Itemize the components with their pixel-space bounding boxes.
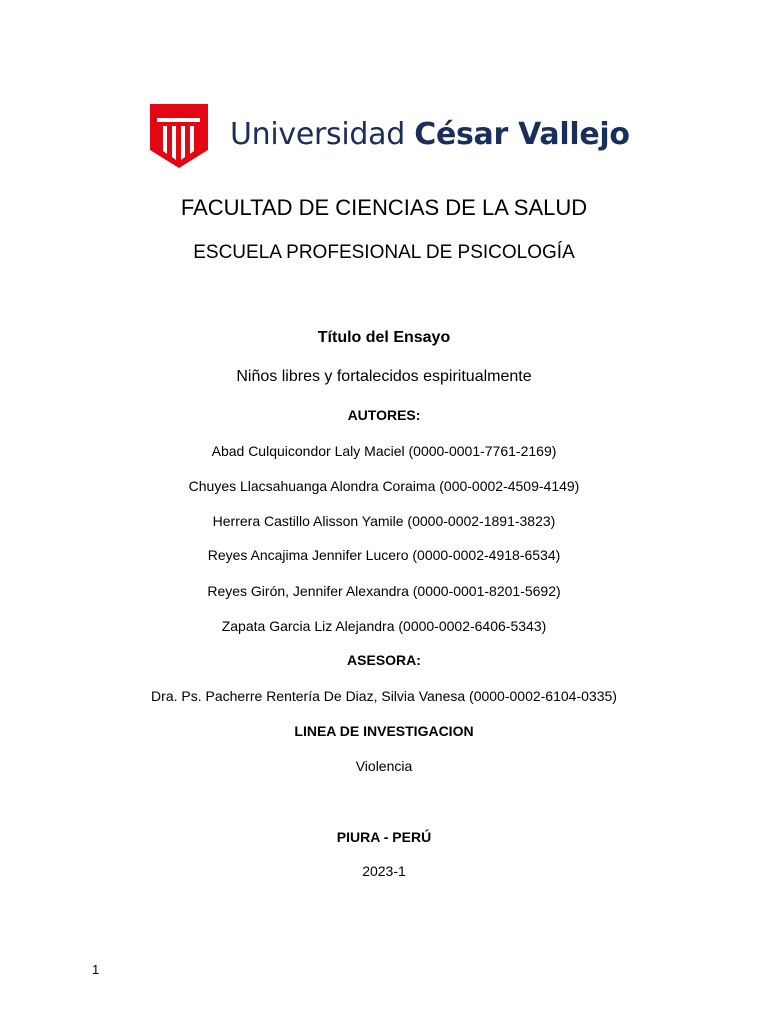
university-shield-icon [150, 104, 208, 168]
author-item: Herrera Castillo Alisson Yamile (0000-0002-1891-3823) [212, 513, 556, 529]
faculty-title: FACULTAD DE CIENCIAS DE LA SALUD [180, 195, 588, 220]
author-item: Chuyes Llacsahuanga Alondra Coraima (000-0002-4509-4149) [188, 478, 580, 494]
author-item: Reyes Girón, Jennifer Alexandra (0000-0001-8201-5692) [207, 583, 561, 599]
essay-title-label: Título del Ensayo [317, 329, 451, 346]
university-name-regular: Universidad [230, 116, 415, 152]
research-line-value: Violencia [355, 758, 413, 774]
year: 2023-1 [362, 863, 406, 879]
essay-title: Niños libres y fortalecidos espiritualmente [236, 368, 532, 385]
author-item: Reyes Ancajima Jennifer Lucero (0000-0002-4918-6534) [207, 547, 561, 563]
advisor-label: ASESORA: [347, 652, 421, 668]
author-item: Abad Culquicondor Laly Maciel (0000-0001-7761-2169) [211, 443, 557, 459]
advisor-name: Dra. Ps. Pacherre Rentería De Diaz, Silvia Vanesa (0000-0002-6104-0335) [151, 688, 617, 704]
university-name [230, 117, 630, 152]
authors-label: AUTORES: [347, 407, 421, 423]
school-title: ESCUELA PROFESIONAL DE PSICOLOGÍA [193, 242, 575, 263]
research-line-label: LINEA DE INVESTIGACION [294, 723, 474, 739]
university-name-bold: César Vallejo [414, 116, 630, 152]
location: PIURA - PERÚ [336, 829, 432, 845]
university-logo [150, 104, 630, 168]
page-number: 1 [92, 962, 100, 977]
author-item: Zapata Garcia Liz Alejandra (0000-0002-6406-5343) [221, 618, 547, 634]
